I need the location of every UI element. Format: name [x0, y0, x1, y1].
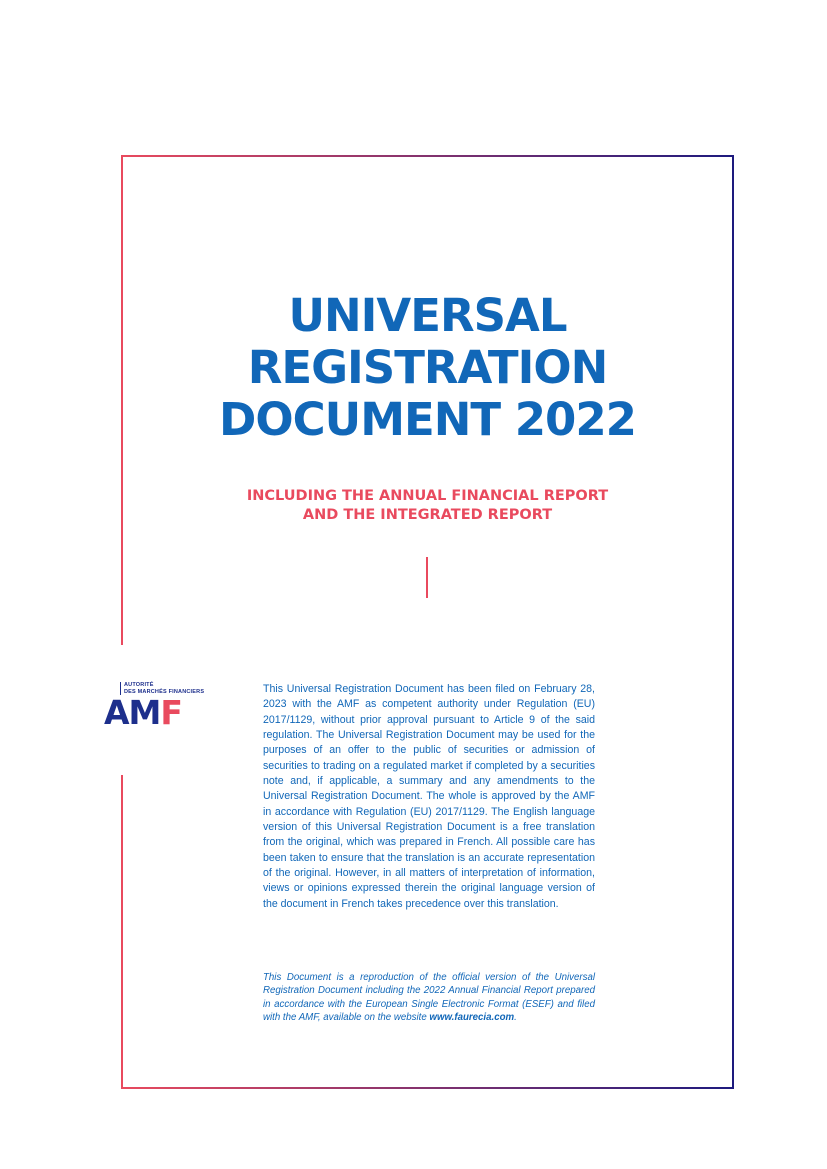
title-line-1: UNIVERSAL	[288, 289, 567, 342]
document-title	[150, 290, 705, 446]
registration-statement: This Universal Registration Document has been filed on February 28, 2023 with the AMF as competent authority under Regulation (EU) 2017/1129, without prior approval pursuant to Article 9 of the said regulation. The Universal Registration Document may be used for the purposes of an offer to the public of securities or admission of securities to trading on a regulated market if completed by a securities note and, if applicable, a summary and any amendments to the Universal Registration Document. The whole is approved by the AMF in accordance with Regulation (EU) 2017/1129. The English language version of this Universal Registration Document is a free translation from the original, which was prepared in French. All possible care has been taken to ensure that the translation is an accurate representation of the original. However, in all matters of interpretation of information, views or opinions expressed therein the original language version of the document in French takes precedence over this translation.	[263, 683, 595, 910]
website-link[interactable]: www.faurecia.com	[429, 1011, 515, 1023]
frame-left-border-lower	[121, 775, 123, 1089]
amf-letter-m: M	[128, 693, 161, 732]
amf-logo-wordmark	[104, 695, 182, 731]
reproduction-note	[263, 971, 595, 1024]
decorative-divider	[426, 557, 428, 598]
amf-logo	[104, 682, 216, 742]
frame-left-border-upper	[121, 155, 123, 645]
note-end: .	[514, 1011, 517, 1023]
amf-tag-line-2: DES MARCHÉS FINANCIERS	[124, 688, 205, 695]
amf-letter-a: A	[104, 693, 129, 732]
frame-bottom-border	[121, 1087, 734, 1089]
document-subtitle	[180, 487, 675, 525]
title-line-2: REGISTRATION	[247, 341, 608, 394]
subtitle-line-2: AND THE INTEGRATED REPORT	[302, 507, 553, 523]
amf-tag-line-1: AUTORITÉ	[124, 682, 154, 688]
subtitle-line-1: INCLUDING THE ANNUAL FINANCIAL REPORT	[246, 488, 609, 504]
amf-letter-f: F	[160, 693, 182, 732]
title-line-3: DOCUMENT 2022	[219, 393, 636, 446]
frame-top-border	[121, 155, 734, 157]
frame-right-border	[732, 155, 734, 1089]
note-text: This Document is a reproduction of the official version of the Universal Registration Document including the 2022 Annual Financial Report prepared in accordance with the European Single Electronic Format (ESEF) and filed with the AMF, available on the website	[263, 972, 595, 1023]
